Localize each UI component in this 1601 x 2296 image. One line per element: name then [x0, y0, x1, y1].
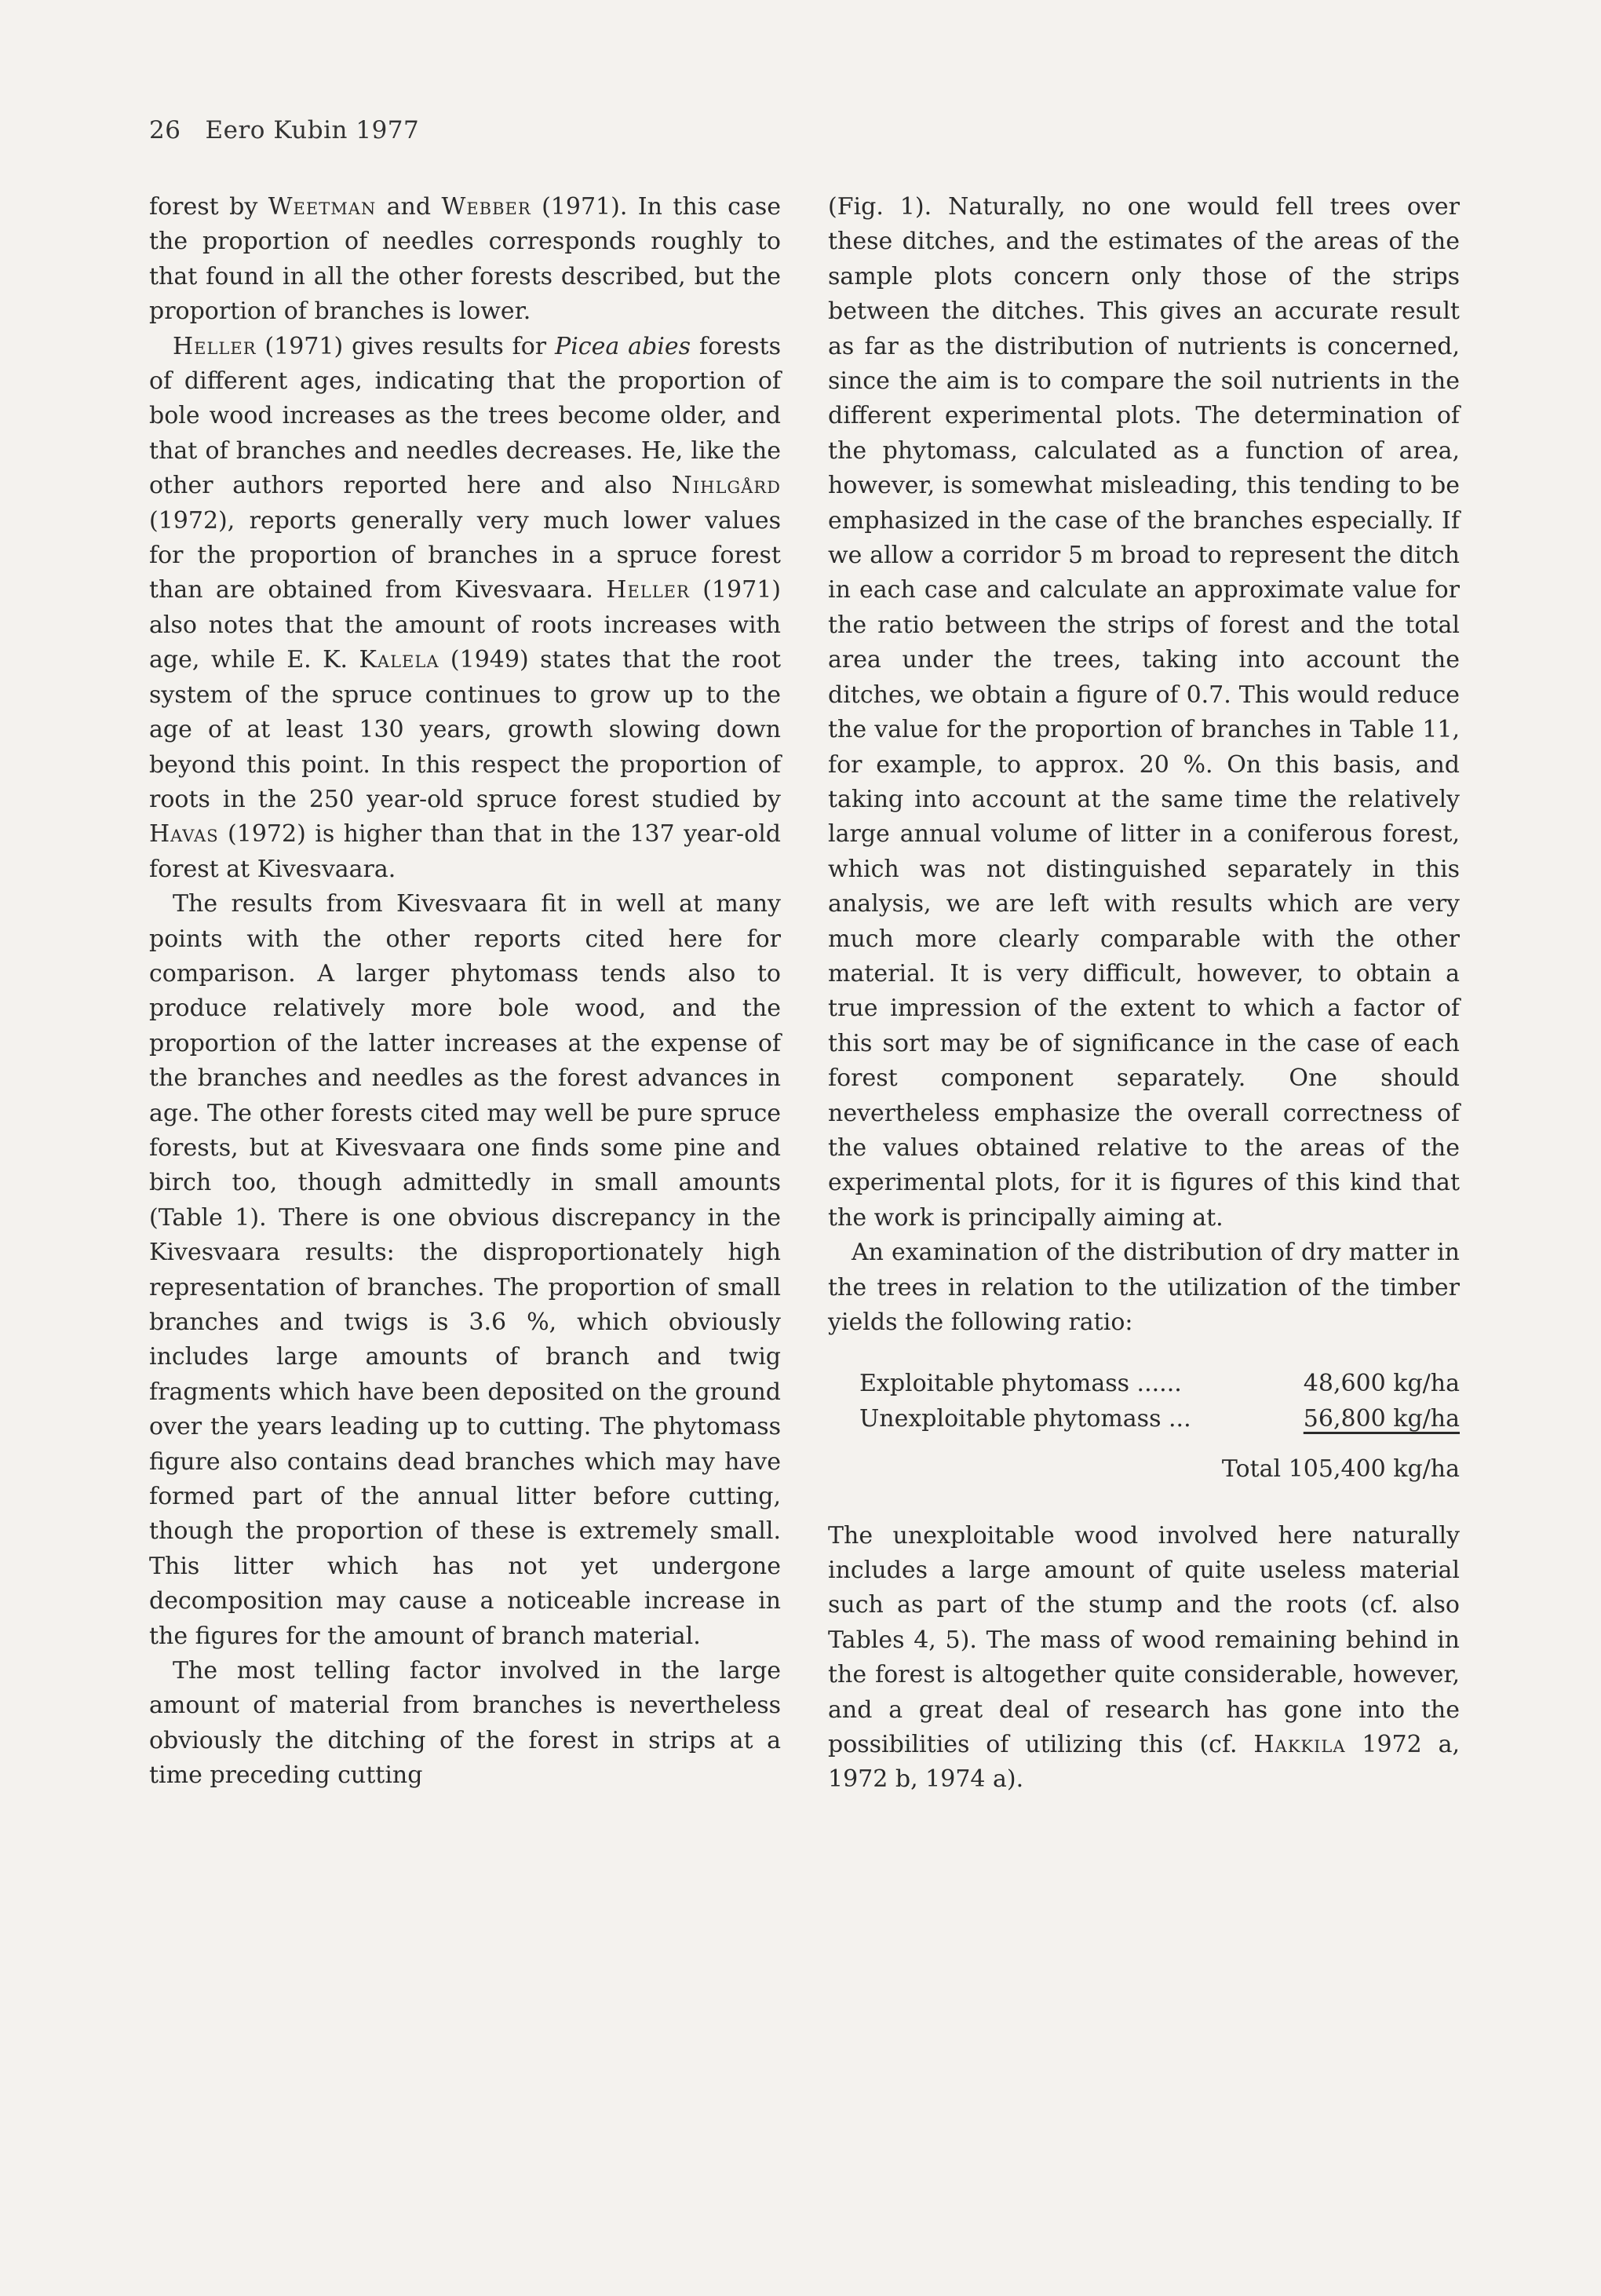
- paragraph: The most telling factor involved in the large amount of material from branches is nevertheless obviously the ditching of the forest in strips at a time preceding cutting: [149, 1657, 781, 1790]
- ratio-row-unexploitable: Unexploitable phytomass ... 56,800 kg/ha: [859, 1404, 1460, 1433]
- author-citation: Webber: [441, 193, 531, 221]
- paragraph: An examination of the distribution of dry matter in the trees in relation to the utilization of the timber yields the following ratio:: [828, 1239, 1460, 1336]
- species-name: Picea abies: [555, 332, 691, 360]
- author-citation: Havas: [149, 820, 219, 849]
- author-citation: Hakkila: [1253, 1731, 1346, 1759]
- ratio-row-exploitable: Exploitable phytomass ...... 48,600 kg/ha: [859, 1370, 1460, 1398]
- paragraph: The results from Kivesvaara fit in well at many points with the other reports cited here for comparison. A larger phytomass tends also to produce relatively more bole wood, and the proportion of the latter increases at the expense of the branches and needles as the forest advances in age. The other forests cited may well be pure spruce forests, but at Kivesvaara one finds some pine and birch too, though admittedly in small amounts (Table 1). There is one obvious discrepancy in the Kivesvaara results: the disproportionately high representation of branches. The proportion of small branches and twigs is 3.6 %, which obviously includes large amounts of branch and twig fragments which have been deposited on the ground over the years leading up to cutting. The phytomass figure also contains dead branches which may have formed part of the annual litter before cutting, though the proportion of these is extremely small. This litter which has not yet undergone decomposition may cause a noticeable increase in the figures for the amount of branch material.: [149, 890, 781, 1650]
- paragraph: Heller (1971) gives results for Picea abies forests of different ages, indicating that the proportion of bole wood increases as the trees become older, and that of branches and needles decreases. He, like the other authors reported here and also Nihlgård (1972), reports generally very much lower values for the proportion of branches in a spruce forest than are obtained from Kivesvaara. Heller (1971) also notes that the amount of roots increases with age, while E. K. Kalela (1949) states that the root system of the spruce continues to grow up to the age of at least 130 years, growth slowing down beyond this point. In this respect the proportion of roots in the 250 year-old spruce forest studied by Havas (1972) is higher than that in the 137 year-old forest at Kivesvaara.: [149, 332, 781, 883]
- right-column: [828, 190, 1460, 1798]
- ratio-row-total: Total 105,400 kg/ha: [1221, 1455, 1460, 1484]
- author-citation: Heller: [173, 332, 257, 360]
- page-header: [149, 116, 419, 144]
- author-citation: Kalela: [359, 646, 439, 674]
- left-column: [149, 190, 781, 1794]
- paragraph: The unexploitable wood involved here naturally includes a large amount of quite useless material such as part of the stump and the roots (cf. also Tables 4, 5). The mass of wood remaining behind in the forest is altogether quite considerable, however, and a great deal of research has gone into the possibilities of utilizing this (cf. Hakkila 1972 a, 1972 b, 1974 a).: [828, 1521, 1460, 1794]
- author-citation: Nihlgård: [671, 472, 781, 500]
- page-number: 26: [149, 116, 181, 144]
- author-citation: Heller: [606, 576, 690, 604]
- paragraph: (Fig. 1). Naturally, no one would fell trees over these ditches, and the estimates of the areas of the sample plots concern only those of the strips between the ditches. This gives an accurate result as far as the distribution of nutrients is concerned, since the aim is to compare the soil nutrients in the different experimental plots. The determination of the phytomass, calculated as a function of area, however, is somewhat misleading, this tending to be emphasized in the case of the branches especially. If we allow a corridor 5 m broad to represent the ditch in each case and calculate an approximate value for the ratio between the strips of forest and the total area under the trees, taking into account the ditches, we obtain a figure of 0.7. This would reduce the value for the proportion of branches in Table 11, for example, to approx. 20 %. On this basis, and taking into account at the same time the relatively large annual volume of litter in a coniferous forest, which was not distinguished separately in this analysis, we are left with results which are very much more clearly comparable with the other material. It is very difficult, however, to obtain a true impression of the extent to which a factor of this sort may be of significance in the case of each forest component separately. One should nevertheless emphasize the overall correctness of the values obtained relative to the areas of the experimental plots, for it is figures of this kind that the work is principally aiming at.: [828, 193, 1460, 1232]
- running-title: Eero Kubin 1977: [205, 116, 420, 144]
- phytomass-ratio-table: [828, 1367, 1460, 1487]
- author-citation: Weetman: [268, 193, 377, 221]
- paragraph: forest by Weetman and Webber (1971). In this case the proportion of needles corresponds roughly to that found in all the other forests described, but the proportion of branches is lower.: [149, 193, 782, 326]
